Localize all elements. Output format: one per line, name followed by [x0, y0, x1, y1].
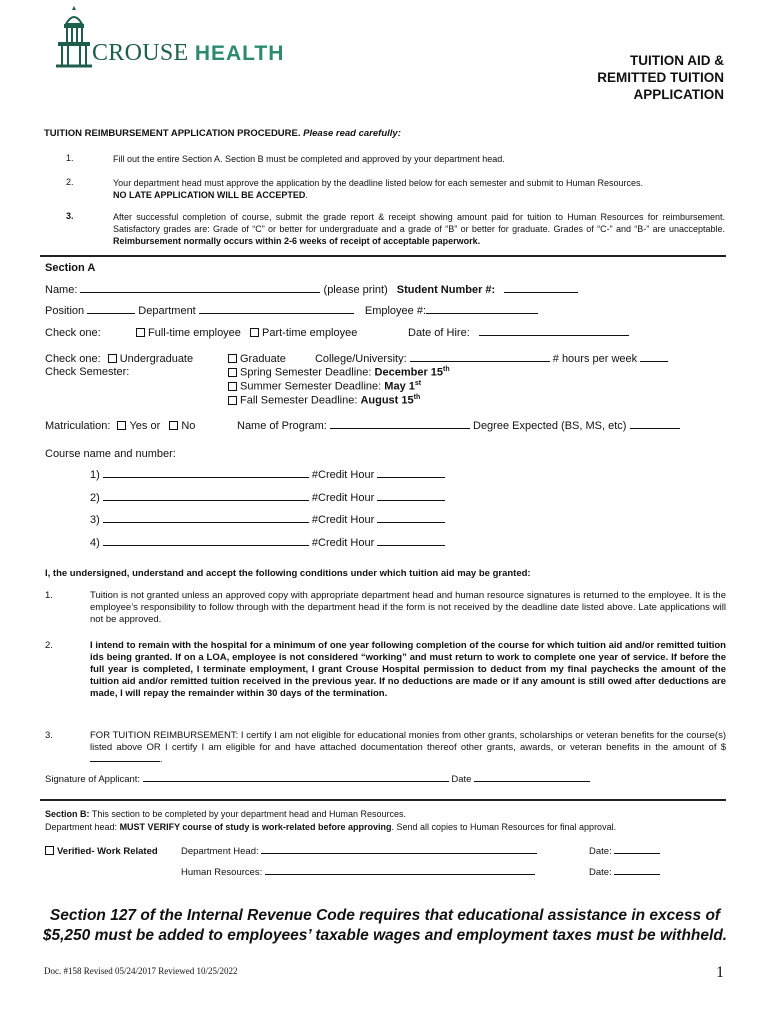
course-row-4: [90, 537, 445, 549]
course-1-field[interactable]: [103, 477, 309, 478]
credit-1-field[interactable]: [377, 477, 445, 478]
degree-expected-label: Degree Expected (BS, MS, etc): [473, 420, 627, 432]
summer-row: [228, 380, 421, 393]
document-title: [524, 52, 724, 103]
condition-2-text: I intend to remain with the hospital for a minimum of one year following completion of the course for which tuition aid and/or remitted tuition ids being granted. If on a LOA, employee is not considered “working” and must return to work to complete one year of service. If before the full year is completed, I terminate employment, I grant Crouse Hospital permission to deduct from my final paychecks the amount of the tuition aid and/or remitted tuition received in the previous year. If no deductions are made or if any amount is still owed after deductions are made, I will repay the remainder within 30 days of the termination.: [90, 640, 726, 699]
department-label: Department: [138, 305, 196, 317]
date-of-hire-label: Date of Hire:: [408, 327, 470, 339]
program-row: [237, 420, 680, 432]
date-of-hire-row: [408, 327, 629, 339]
send-copies-text: . Send all copies to Human Resources for final approval.: [391, 822, 617, 832]
condition-3-number: 3.: [45, 730, 53, 741]
verified-label: Verified- Work Related: [57, 846, 158, 857]
undergraduate-label: Undergraduate: [119, 353, 194, 365]
parttime-label: Part-time employee: [261, 327, 358, 339]
step-1-body: Fill out the entire Section A. Section B must be completed and approved by your department head.: [113, 154, 505, 164]
fall-date-suffix: th: [413, 394, 421, 401]
credit-hour-label: #Credit Hour: [311, 469, 375, 481]
section-b-instructions: [45, 822, 616, 832]
college-label: College/University:: [314, 353, 407, 365]
undergraduate-checkbox[interactable]: [108, 354, 117, 363]
dept-head-label: Department Head:: [181, 846, 259, 857]
signature-field[interactable]: [143, 781, 449, 782]
dept-head-date-label: Date:: [589, 846, 612, 857]
dept-head-row: [181, 846, 537, 857]
step-3-body: After successful completion of course, submit the grade report & receipt showing amount paid for tuition to Human Resources for reimbursement. Satisfactory grades are: Grade of “C” or better for undergraduate and a grade of “B” or better for graduate. Grades of “C-” and “B-” are unacceptable.: [113, 212, 725, 234]
step-3-text: [113, 211, 725, 247]
conditions-heading: I, the undersigned, understand and accept the following conditions under which tuition aid may be granted:: [45, 568, 531, 579]
yes-label: Yes or: [129, 420, 161, 432]
signature-label: Signature of Applicant:: [45, 774, 141, 785]
credit-2-field[interactable]: [377, 500, 445, 501]
credit-3-field[interactable]: [377, 522, 445, 523]
signature-date-field[interactable]: [474, 781, 590, 782]
fall-label: Fall Semester Deadline:: [240, 394, 358, 407]
hours-label: # hours per week: [552, 353, 638, 365]
spring-label: Spring Semester Deadline:: [240, 366, 372, 379]
course-row-2: [90, 492, 445, 504]
summer-date-suffix: st: [414, 380, 422, 387]
procedure-heading: [44, 128, 401, 139]
course-3-number: 3): [90, 514, 100, 526]
course-1-number: 1): [90, 469, 100, 481]
degree-level-row: [45, 353, 193, 365]
step-2-body: Your department head must approve the application by the deadline listed below for each semester and submit to Human Resources.: [113, 178, 643, 188]
step-2-number: 2.: [66, 177, 74, 187]
course-4-number: 4): [90, 537, 100, 549]
print-label: (please print): [323, 284, 388, 296]
hr-label: Human Resources:: [181, 867, 263, 878]
page-number: 1: [716, 964, 724, 981]
dept-head-prefix: Department head:: [45, 822, 118, 832]
credit-hour-label: #Credit Hour: [311, 537, 375, 549]
section-a-title: Section A: [45, 262, 96, 274]
credit-hour-label: #Credit Hour: [311, 492, 375, 504]
condition-3-text: [90, 730, 726, 766]
section-b-divider: [40, 799, 726, 801]
signature-row: [45, 774, 590, 785]
course-4-field[interactable]: [103, 545, 309, 546]
check-one-2-label: Check one:: [45, 353, 101, 365]
hr-date-field[interactable]: [614, 874, 660, 875]
title-line-1: TUITION AID &: [630, 53, 724, 68]
step-3-bold: Reimbursement normally occurs within 2-6 weeks of receipt of acceptable paperwork.: [113, 236, 481, 246]
must-verify-text: MUST VERIFY course of study is work-related before approving: [119, 822, 392, 832]
section-b-intro-text: This section to be completed by your department head and Human Resources.: [91, 809, 407, 819]
hr-date-row: [589, 867, 660, 878]
title-line-2: REMITTED TUITION: [597, 70, 724, 85]
course-2-field[interactable]: [103, 500, 309, 501]
summer-checkbox[interactable]: [228, 382, 237, 391]
course-2-number: 2): [90, 492, 100, 504]
check-semester-label: Check Semester:: [45, 366, 130, 378]
irs-notice-line-1: Section 127 of the Internal Revenue Code requires that educational assistance in excess of: [49, 907, 721, 924]
step-2-bold: NO LATE APPLICATION WILL BE ACCEPTED: [113, 190, 306, 200]
condition-3-tail: .: [160, 754, 163, 765]
procedure-heading-note: Please read carefully:: [303, 128, 401, 139]
position-row: [45, 305, 538, 317]
student-number-field[interactable]: [504, 292, 578, 293]
step-1-text: [113, 153, 725, 165]
hr-date-label: Date:: [589, 867, 612, 878]
program-label: Name of Program:: [237, 420, 327, 432]
graduate-row: [228, 353, 668, 365]
condition-2-number: 2.: [45, 640, 53, 651]
date-of-hire-field[interactable]: [479, 335, 629, 336]
verified-checkbox[interactable]: [45, 846, 54, 855]
college-field[interactable]: [410, 361, 550, 362]
condition-3-body: FOR TUITION REIMBURSEMENT: I certify I am not eligible for educational monies from other grants, scholarships or veteran benefits for the course(s) listed above OR I certify I am eligible for and have attached documentation thereof other grants, awards, or veteran benefits in the amount of $: [90, 730, 726, 753]
matriculation-yes-checkbox[interactable]: [117, 421, 126, 430]
department-field[interactable]: [199, 313, 354, 314]
irs-notice-line-2: $5,250 must be added to employees’ taxable wages and employment taxes must be withheld.: [42, 927, 728, 944]
name-field[interactable]: [80, 292, 320, 293]
name-row: [45, 284, 745, 296]
section-b-title: Section B:: [45, 809, 90, 819]
credit-4-field[interactable]: [377, 545, 445, 546]
course-name-label: Course name and number:: [45, 448, 176, 460]
dept-head-date-row: [589, 846, 660, 857]
hours-field[interactable]: [640, 361, 668, 362]
spring-checkbox[interactable]: [228, 368, 237, 377]
check-one-label: Check one:: [45, 327, 101, 339]
signature-date-label: Date: [451, 774, 472, 785]
course-row-1: [90, 469, 445, 481]
parttime-checkbox[interactable]: [250, 328, 259, 337]
graduate-label: Graduate: [240, 353, 286, 365]
position-field[interactable]: [87, 313, 135, 314]
name-label: Name:: [45, 284, 78, 296]
no-label: No: [181, 420, 196, 432]
fall-checkbox[interactable]: [228, 396, 237, 405]
spring-date: December 15: [374, 366, 444, 379]
crouse-health-logo: [52, 6, 302, 72]
program-field[interactable]: [330, 428, 470, 429]
fulltime-checkbox[interactable]: [136, 328, 145, 337]
step-1-number: 1.: [66, 153, 74, 163]
benefits-amount-field[interactable]: [90, 761, 160, 762]
verified-row: [45, 846, 158, 857]
employee-number-label: Employee #:: [364, 305, 427, 317]
student-number-label: Student Number #:: [396, 284, 496, 296]
document-number: Doc. #158 Revised 05/24/2017 Reviewed 10/25/2022: [44, 966, 238, 976]
logo-text-health: HEALTH: [194, 42, 285, 65]
step-2-tail: .: [305, 190, 308, 200]
matriculation-row: [45, 420, 195, 432]
hr-row: [181, 867, 535, 878]
logo-text-crouse: CROUSE: [92, 40, 189, 66]
summer-label: Summer Semester Deadline:: [240, 380, 382, 393]
fulltime-label: Full-time employee: [148, 327, 241, 339]
condition-1-text: Tuition is not granted unless an approved copy with appropriate department head and human resource signatures is returned to the employee. It is the employee’s responsibility to follow through with the department head if the form is not received by the deadline date listed above. Late applications will not be approved.: [90, 590, 726, 625]
irs-notice: [30, 906, 740, 946]
summer-date: May 1: [384, 380, 415, 393]
fall-row: [228, 394, 420, 407]
hr-signature-field[interactable]: [265, 874, 535, 875]
matriculation-label: Matriculation:: [45, 420, 111, 432]
title-line-3: APPLICATION: [633, 87, 724, 102]
step-2-text: [113, 177, 725, 201]
credit-hour-label: #Credit Hour: [311, 514, 375, 526]
step-3-number: 3.: [66, 211, 74, 221]
employee-number-field[interactable]: [426, 313, 538, 314]
condition-1-number: 1.: [45, 590, 53, 601]
graduate-checkbox[interactable]: [228, 354, 237, 363]
employment-type-options: [136, 327, 357, 339]
degree-expected-field[interactable]: [630, 428, 680, 429]
position-label: Position: [45, 305, 85, 317]
procedure-heading-text: TUITION REIMBURSEMENT APPLICATION PROCEDURE.: [44, 128, 301, 139]
logo-wordmark: [92, 40, 284, 67]
course-row-3: [90, 514, 445, 526]
fall-date: August 15: [360, 394, 414, 407]
dept-head-date-field[interactable]: [614, 853, 660, 854]
course-3-field[interactable]: [103, 522, 309, 523]
section-a-divider: [40, 255, 726, 257]
spring-date-suffix: th: [443, 366, 450, 373]
spring-row: [228, 366, 450, 379]
section-b-intro: [45, 809, 406, 819]
dept-head-signature-field[interactable]: [261, 853, 537, 854]
matriculation-no-checkbox[interactable]: [169, 421, 178, 430]
